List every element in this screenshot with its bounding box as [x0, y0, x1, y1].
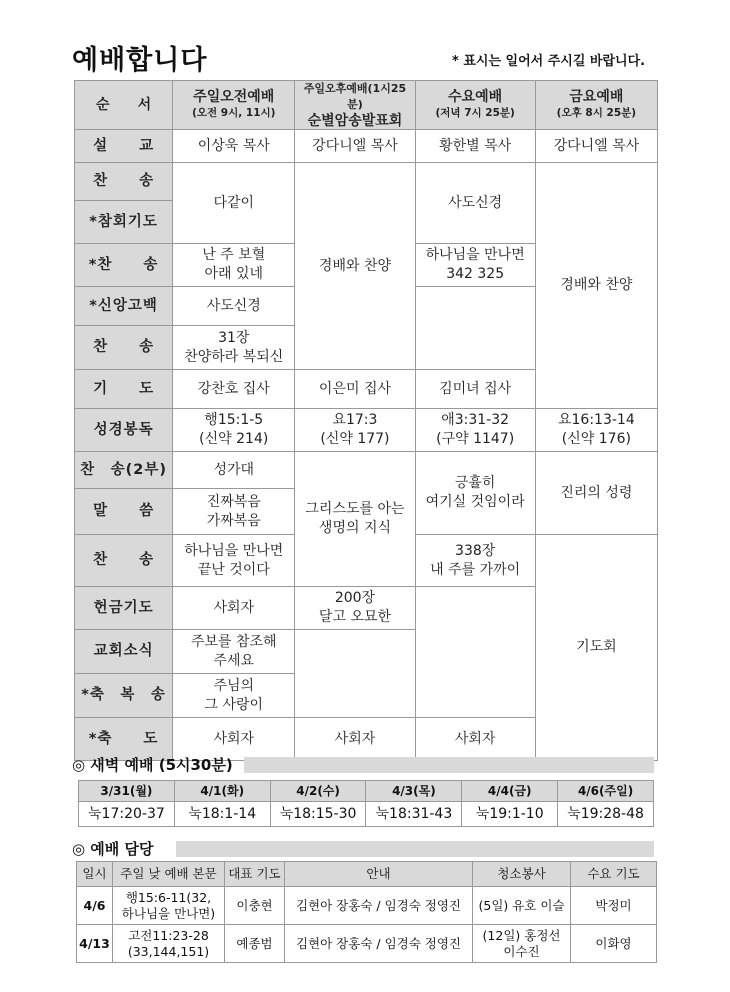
hymn-part2-row: [75, 452, 658, 489]
row-label: *축 복 송: [75, 674, 173, 718]
worship-duty-table: [76, 861, 657, 963]
cell: 진리의 성령: [535, 452, 657, 535]
friday-header: 금요예배 (오후 8시 25분): [535, 81, 657, 130]
cleaning: (5일) 유호 이슬: [473, 887, 571, 925]
col-header: 안내: [285, 862, 473, 887]
worship-order-table: [74, 80, 658, 761]
cell: 하나님을 만나면 342 325: [415, 244, 535, 287]
wednesday-header: 수요예배 (저녁 7시 25분): [415, 81, 535, 130]
cell: 주보를 참조해 주세요: [173, 630, 295, 674]
standing-note: * 표시는 일어서 주시길 바랍니다.: [452, 54, 646, 69]
table-row: [77, 887, 657, 925]
row-label: 헌금기도: [75, 587, 173, 630]
cell: 사회자: [173, 718, 295, 761]
row-label: *축 도: [75, 718, 173, 761]
hymn1-row: [75, 163, 658, 201]
col-header: 대표 기도: [225, 862, 285, 887]
cell: 요17:3 (신약 177): [295, 409, 415, 452]
cell: 기도회: [535, 535, 657, 761]
cell: 200장 달고 오묘한: [295, 587, 415, 630]
row-label: 찬 송: [75, 163, 173, 201]
dawn-heading-bar: [244, 757, 654, 773]
cell: 사도신경: [173, 287, 295, 326]
text: 행15:6-11(32, 하나님을 만나면): [113, 887, 225, 925]
row-label: 찬 송: [75, 326, 173, 370]
passage: 눅18:15-30: [270, 802, 366, 827]
day: 4/2(수): [270, 781, 366, 802]
cell: 김미녀 집사: [415, 370, 535, 409]
cell: 성가대: [173, 452, 295, 489]
passage: 눅19:1-10: [462, 802, 558, 827]
row-label: 성경봉독: [75, 409, 173, 452]
cell: [415, 287, 535, 370]
row-label: 말 씀: [75, 489, 173, 535]
cell: 그리스도를 아는 생명의 지식: [295, 452, 415, 587]
col-header: 청소봉사: [473, 862, 571, 887]
cell: 338장 내 주를 가까이: [415, 535, 535, 587]
order-header: 순 서: [75, 81, 173, 130]
passage: 눅18:31-43: [366, 802, 462, 827]
col-header: 주일 낮 예배 본문: [113, 862, 225, 887]
row-label: *신앙고백: [75, 287, 173, 326]
cell: 요16:13-14 (신약 176): [535, 409, 657, 452]
day: 4/4(금): [462, 781, 558, 802]
row-label: 교회소식: [75, 630, 173, 674]
cell: 사회자: [415, 718, 535, 761]
passage: 눅18:1-14: [174, 802, 270, 827]
row-label: 찬 송(2부): [75, 452, 173, 489]
page-title: 예배합니다: [72, 45, 208, 76]
day: 4/3(목): [366, 781, 462, 802]
duty-heading: ◎ 예배 담당: [72, 840, 154, 858]
cell: 사회자: [173, 587, 295, 630]
cell: 사도신경: [415, 163, 535, 244]
cell: 경배와 찬양: [535, 163, 657, 409]
cell: [415, 587, 535, 718]
guide: 김현아 장홍숙 / 임경숙 정영진: [285, 887, 473, 925]
cell: [295, 630, 415, 718]
dawn-passages-row: [79, 802, 654, 827]
guide: 김현아 장홍숙 / 임경숙 정영진: [285, 925, 473, 963]
wed-prayer: 이화영: [571, 925, 657, 963]
cell: 난 주 보혈 아래 있네: [173, 244, 295, 287]
passage: 눅17:20-37: [79, 802, 175, 827]
cell: 애3:31-32 (구약 1147): [415, 409, 535, 452]
col-header: 일시: [77, 862, 113, 887]
dawn-worship-table: [78, 780, 654, 827]
cell: 사회자: [295, 718, 415, 761]
table-row: [77, 925, 657, 963]
cell: 이상욱 목사: [173, 130, 295, 163]
table-header-row: [75, 81, 658, 130]
prayer: 이충현: [225, 887, 285, 925]
reading-row: [75, 409, 658, 452]
cell: 다같이: [173, 163, 295, 244]
cell: 긍휼히 여기실 것임이라: [415, 452, 535, 535]
cell: 주님의 그 사랑이: [173, 674, 295, 718]
passage: 눅19:28-48: [558, 802, 654, 827]
sunday-pm-header: 주일오후예배(1시25분) 순별암송발표회: [295, 81, 415, 130]
day: 4/1(화): [174, 781, 270, 802]
cell: 강다니엘 목사: [535, 130, 657, 163]
cell: 강다니엘 목사: [295, 130, 415, 163]
col-header: 수요 기도: [571, 862, 657, 887]
dawn-heading: ◎ 새벽 예배 (5시30분): [72, 756, 233, 774]
row-label: 기 도: [75, 370, 173, 409]
day: 4/6(주일): [558, 781, 654, 802]
row-label: *참회기도: [75, 201, 173, 244]
row-label: *찬 송: [75, 244, 173, 287]
cell: 하나님을 만나면 끝난 것이다: [173, 535, 295, 587]
text: 고전11:23-28 (33,144,151): [113, 925, 225, 963]
row-label: 설 교: [75, 130, 173, 163]
cell: 행15:1-5 (신약 214): [173, 409, 295, 452]
sermon-row: [75, 130, 658, 163]
date: 4/6: [77, 887, 113, 925]
duty-heading-bar: [176, 841, 654, 857]
wed-prayer: 박정미: [571, 887, 657, 925]
duty-header-row: [77, 862, 657, 887]
cell: 황한별 목사: [415, 130, 535, 163]
sunday-am-header: 주일오전예배 (오전 9시, 11시): [173, 81, 295, 130]
cell: 이은미 집사: [295, 370, 415, 409]
cell: 31장 찬양하라 복되신: [173, 326, 295, 370]
prayer: 예종범: [225, 925, 285, 963]
row-label: 찬 송: [75, 535, 173, 587]
cleaning: (12일) 홍정선 이수진: [473, 925, 571, 963]
cell: 진짜복음 가짜복음: [173, 489, 295, 535]
cell: 강찬호 집사: [173, 370, 295, 409]
day: 3/31(월): [79, 781, 175, 802]
cell: 경배와 찬양: [295, 163, 415, 370]
dawn-days-row: [79, 781, 654, 802]
date: 4/13: [77, 925, 113, 963]
